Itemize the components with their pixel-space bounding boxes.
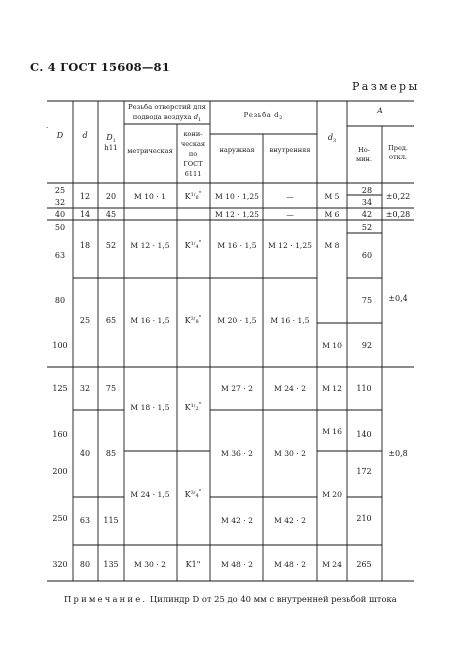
col-d: d [82, 131, 88, 140]
cell-nominal: 172 [356, 467, 372, 476]
margin-mark: · [46, 124, 49, 132]
column-D [52, 186, 67, 569]
column-d3 [322, 192, 342, 569]
cell-conic: $K^3/_8^"$ [184, 315, 202, 325]
cell-metric: М 24 · 1,5 [130, 490, 170, 499]
cell-outer: М 27 · 2 [221, 384, 253, 393]
cell-nominal: 60 [361, 251, 373, 260]
column-deviation [386, 192, 411, 458]
cell-metric: М 10 · 1 [134, 192, 166, 201]
page-header: С. 4 ГОСТ 15608—81 [30, 60, 170, 74]
cell-outer: М 48 · 2 [221, 560, 253, 569]
col-nom-2: мин. [355, 155, 373, 163]
cell-metric: М 30 · 2 [134, 560, 166, 569]
cell-inner: М 16 · 1,5 [270, 316, 310, 325]
col-dev-2: откл. [388, 153, 408, 161]
column-d [80, 192, 90, 569]
cell-D1: 135 [103, 560, 119, 569]
cell-deviation: ±0,8 [388, 449, 408, 458]
cell-D: 80 [54, 296, 66, 305]
cell-D1: 45 [105, 210, 117, 219]
cell-inner: — [286, 210, 294, 219]
cell-metric: М 18 · 1,5 [130, 403, 170, 412]
cell-inner: М 48 · 2 [274, 560, 306, 569]
cell-d: 12 [79, 192, 91, 201]
cell-D: 63 [54, 251, 66, 260]
col-dev-1: Пред. [387, 144, 409, 152]
col-D1: $D_1$ [106, 133, 116, 144]
cell-metric: М 16 · 1,5 [130, 316, 170, 325]
column-conic [185, 191, 202, 569]
cell-outer: М 16 · 1,5 [217, 241, 257, 250]
note-text: Цилиндр D от 25 до 40 мм с внутренней резьбой штока [149, 594, 397, 604]
table-note [64, 594, 397, 604]
col-D: D [56, 131, 64, 140]
cell-D: 160 [52, 430, 68, 439]
cell-nominal: 34 [361, 198, 373, 207]
cell-nominal: 140 [356, 430, 372, 439]
column-metric [130, 192, 169, 569]
cell-outer: М 12 · 1,25 [214, 210, 260, 219]
cell-deviation: ±0,28 [385, 210, 411, 219]
cell-conic: $K^3/_4^"$ [184, 489, 202, 499]
col-conic-5: 6111 [184, 170, 202, 178]
col-A: A [377, 106, 383, 115]
column-inner [268, 192, 312, 569]
cell-inner: М 30 · 2 [274, 449, 306, 458]
col-inner: внутренняя [269, 146, 311, 154]
cell-d: 18 [79, 241, 91, 250]
cell-d3: М 24 [322, 560, 342, 569]
cell-D: 125 [52, 384, 68, 393]
cell-d3: М 5 [324, 192, 340, 201]
cell-D1: 115 [103, 516, 119, 525]
cell-nominal: 110 [356, 384, 372, 393]
note-label: Примечание. [64, 594, 148, 604]
col-outer: наружная [219, 146, 255, 154]
cell-d3: М 20 [322, 490, 342, 499]
cell-inner: М 42 · 2 [274, 516, 306, 525]
cell-D: 200 [52, 467, 68, 476]
cell-d3: М 6 [324, 210, 340, 219]
column-outer [215, 192, 259, 569]
cell-d3: М 12 [322, 384, 342, 393]
table-caption: Размеры [352, 80, 420, 93]
cell-D1: 85 [105, 449, 117, 458]
cell-d3: М 10 [322, 341, 342, 350]
col-D1-tol: h11 [104, 144, 118, 152]
col-thread-group-l1: Резьба отверстий для [128, 103, 206, 111]
col-conic-1: кони- [183, 130, 203, 138]
cell-inner: — [286, 192, 294, 201]
col-conic-2: ческая [180, 140, 206, 148]
cell-D1: 75 [105, 384, 117, 393]
column-D1 [103, 192, 118, 569]
cell-nominal: 210 [356, 514, 372, 523]
table-rules [47, 101, 414, 581]
cell-d: 80 [79, 560, 91, 569]
column-nominal [356, 186, 372, 569]
cell-conic: $K^1/_8^"$ [184, 191, 202, 201]
cell-conic: $K^1/_4^"$ [184, 240, 202, 250]
cell-D1: 65 [105, 316, 117, 325]
cell-nominal: 28 [361, 186, 373, 195]
cell-d3: М 8 [324, 241, 340, 250]
cell-conic: K1" [185, 560, 201, 569]
cell-outer: М 36 · 2 [221, 449, 253, 458]
col-d3: $d_3$ [327, 133, 337, 144]
cell-D: 32 [54, 198, 66, 207]
cell-inner: М 24 · 2 [274, 384, 306, 393]
cell-d: 40 [79, 449, 91, 458]
cell-D: 50 [54, 223, 66, 232]
cell-inner: М 12 · 1,25 [267, 241, 313, 250]
col-thread-group-l2: подвода воздуха $d_1$ [132, 113, 202, 123]
cell-D: 40 [54, 210, 66, 219]
col-nom-1: Но- [358, 146, 370, 154]
cell-D1: 52 [105, 241, 117, 250]
cell-outer: М 10 · 1,25 [214, 192, 260, 201]
cell-nominal: 75 [361, 296, 373, 305]
cell-conic: $K^1/_2^"$ [184, 402, 202, 412]
cell-d: 63 [79, 516, 91, 525]
cell-D: 25 [54, 186, 66, 195]
col-metric: метрическая [127, 147, 173, 155]
cell-D1: 20 [105, 192, 117, 201]
cell-d3: М 16 [322, 427, 342, 436]
cell-d: 32 [79, 384, 91, 393]
cell-nominal: 42 [361, 210, 373, 219]
col-rod-thread: Резьба $d_2$ [243, 111, 283, 121]
cell-d: 25 [79, 316, 91, 325]
cell-d: 14 [79, 210, 91, 219]
cell-D: 320 [52, 560, 68, 569]
cell-nominal: 265 [356, 560, 372, 569]
cell-metric: М 12 · 1,5 [130, 241, 170, 250]
cell-nominal: 52 [361, 223, 373, 232]
cell-outer: М 20 · 1,5 [217, 316, 257, 325]
cell-deviation: ±0,22 [385, 192, 411, 201]
cell-outer: М 42 · 2 [221, 516, 253, 525]
cell-D: 100 [52, 341, 68, 350]
col-conic-3: по [188, 150, 198, 158]
col-conic-4: ГОСТ [183, 160, 203, 168]
cell-nominal: 92 [361, 341, 373, 350]
cell-deviation: ±0,4 [388, 294, 408, 303]
cell-D: 250 [52, 514, 68, 523]
